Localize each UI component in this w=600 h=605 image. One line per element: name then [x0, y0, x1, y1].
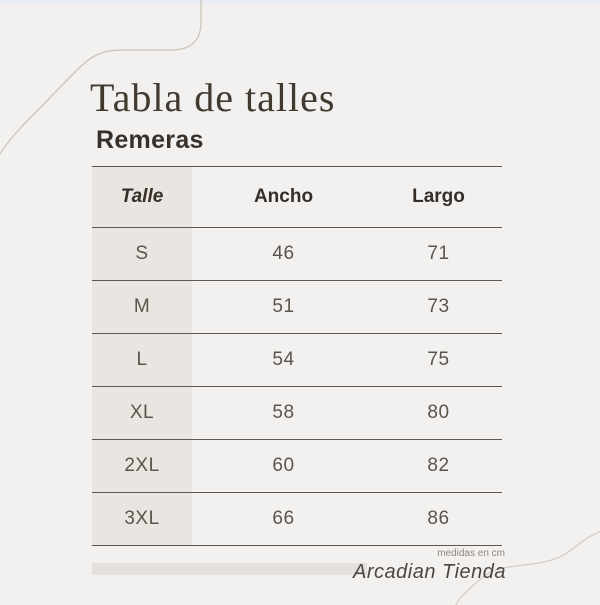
- units-note: medidas en cm: [437, 548, 505, 559]
- header-cell-ancho: Ancho: [253, 186, 314, 207]
- largo-value: 86: [427, 508, 450, 529]
- size-label: M: [92, 281, 192, 333]
- largo-value: 80: [427, 402, 450, 423]
- ancho-value: 46: [272, 243, 295, 264]
- size-label: S: [92, 228, 192, 280]
- table-row-s: [92, 228, 502, 281]
- largo-value: 82: [427, 455, 450, 476]
- size-label: 3XL: [92, 493, 192, 545]
- ancho-value: 54: [272, 349, 295, 370]
- header-cell-talle: Talle: [92, 167, 192, 227]
- size-label: L: [92, 334, 192, 386]
- window-edge-strip: [0, 0, 600, 5]
- brand-name: Arcadian Tienda: [353, 561, 506, 583]
- table-row-m: [92, 281, 502, 334]
- page-title: Tabla de talles: [90, 75, 336, 120]
- ancho-value: 51: [272, 296, 295, 317]
- size-label: 2XL: [92, 440, 192, 492]
- page-subtitle: Remeras: [96, 126, 204, 154]
- table-row-l: [92, 334, 502, 387]
- ancho-value: 58: [272, 402, 295, 423]
- largo-value: 75: [427, 349, 450, 370]
- size-table: [92, 166, 502, 546]
- table-row-xl: [92, 387, 502, 440]
- size-label: XL: [92, 387, 192, 439]
- largo-value: 73: [427, 296, 450, 317]
- decorative-bar: [92, 563, 367, 575]
- table-header-row: [92, 167, 502, 228]
- ancho-value: 66: [272, 508, 295, 529]
- table-row-2xl: [92, 440, 502, 493]
- ancho-value: 60: [272, 455, 295, 476]
- header-cell-largo: Largo: [412, 186, 465, 207]
- largo-value: 71: [427, 243, 450, 264]
- table-row-3xl: [92, 493, 502, 546]
